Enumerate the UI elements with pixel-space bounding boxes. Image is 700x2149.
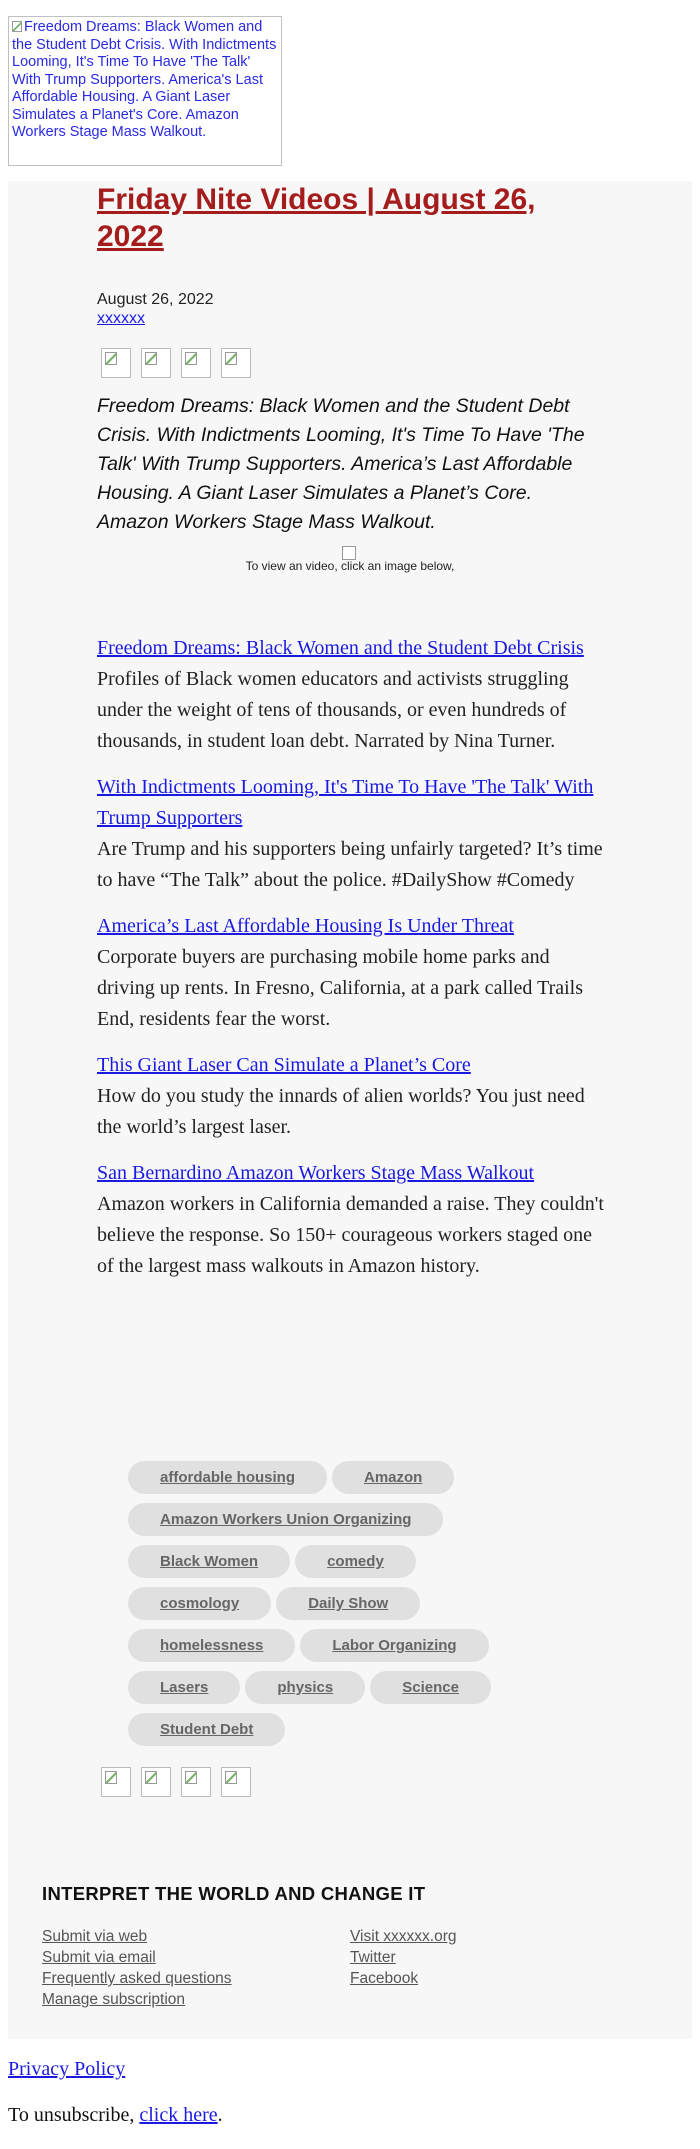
broken-image-icon (12, 21, 22, 32)
story-link[interactable]: America’s Last Affordable Housing Is Under Threat (97, 915, 514, 937)
story-link[interactable]: With Indictments Looming, It's Time To Have 'The Talk' With Trump Supporters (97, 776, 594, 829)
submit-via-email-link[interactable]: Submit via email (42, 1949, 156, 1966)
footer-heading: INTERPRET THE WORLD AND CHANGE IT (42, 1883, 426, 1904)
share-icons-bottom (101, 1767, 251, 1797)
share-icon-1[interactable] (101, 1767, 131, 1797)
share-icon-4[interactable] (221, 1767, 251, 1797)
submit-via-web-link[interactable]: Submit via web (42, 1928, 148, 1945)
unsubscribe-prefix: To unsubscribe, (8, 2104, 140, 2126)
story-description: Are Trump and his supporters being unfairly targeted? It’s time to have “The Talk” about the police. #DailyShow #Comedy (97, 838, 603, 891)
story-link[interactable]: This Giant Laser Can Simulate a Planet’s Core (97, 1054, 471, 1076)
hero-image-link[interactable] (8, 16, 282, 166)
unsubscribe-suffix: . (217, 2104, 223, 2126)
story-item (97, 772, 607, 896)
tag-comedy[interactable]: comedy (295, 1545, 416, 1578)
manage-subscription-link[interactable]: Manage subscription (42, 1991, 186, 2008)
video-image-icon (342, 546, 356, 560)
tag-amazon-workers-union-organizing[interactable]: Amazon Workers Union Organizing (128, 1503, 443, 1536)
share-icon-3[interactable] (181, 348, 211, 378)
share-icon-2[interactable] (141, 348, 171, 378)
faq-link[interactable]: Frequently asked questions (42, 1970, 232, 1987)
story-list (97, 633, 607, 1297)
visit-site-link[interactable]: Visit xxxxxx.org (350, 1928, 457, 1945)
story-description: Amazon workers in California demanded a raise. They couldn't believe the response. So 150+ courageous workers staged one of the largest mass walkouts in Amazon history. (97, 1193, 604, 1277)
story-item (97, 1158, 607, 1282)
footer-links-right (350, 1926, 457, 1989)
article-title[interactable]: Friday Nite Videos | August 26, 2022 (97, 183, 536, 253)
tag-row (128, 1461, 548, 1494)
tag-labor-organizing[interactable]: Labor Organizing (300, 1629, 488, 1662)
tag-lasers[interactable]: Lasers (128, 1671, 240, 1704)
twitter-link[interactable]: Twitter (350, 1949, 396, 1966)
story-item (97, 633, 607, 757)
tag-homelessness[interactable]: homelessness (128, 1629, 295, 1662)
story-link[interactable]: Freedom Dreams: Black Women and the Student Debt Crisis (97, 637, 584, 659)
author-link[interactable]: xxxxxx (97, 310, 145, 327)
video-note: To view an video, click an image below, (245, 559, 455, 573)
story-link[interactable]: San Bernardino Amazon Workers Stage Mass Walkout (97, 1162, 535, 1184)
story-description: How do you study the innards of alien worlds? You just need the world’s largest laser. (97, 1085, 585, 1138)
story-description: Corporate buyers are purchasing mobile home parks and driving up rents. In Fresno, California, at a park called Trails End, residents fear the worst. (97, 946, 584, 1030)
tag-physics[interactable]: physics (245, 1671, 365, 1704)
tag-row (128, 1587, 548, 1620)
story-description: Profiles of Black women educators and activists struggling under the weight of tens of thousands, or even hundreds of thousands, in student loan debt. Narrated by Nina Turner. (97, 668, 569, 752)
tag-row (128, 1545, 548, 1578)
tag-cosmology[interactable]: cosmology (128, 1587, 271, 1620)
tag-student-debt[interactable]: Student Debt (128, 1713, 285, 1746)
tag-row (128, 1503, 548, 1536)
facebook-link[interactable]: Facebook (350, 1970, 419, 1987)
privacy-policy-link[interactable]: Privacy Policy (8, 2058, 126, 2080)
tag-black-women[interactable]: Black Women (128, 1545, 290, 1578)
story-item (97, 1050, 607, 1143)
share-icons-top (101, 348, 251, 378)
unsubscribe-link[interactable]: click here (139, 2104, 218, 2126)
hero-alt-text: Freedom Dreams: Black Women and the Student Debt Crisis. With Indictments Looming, It's Time To Have 'The Talk' With Trump Supporters. America's Last Affordable Housing. A Giant Laser Simulates a Planet's Core. Amazon Workers Stage Mass Walkout. (12, 19, 277, 140)
tag-affordable-housing[interactable]: affordable housing (128, 1461, 327, 1494)
article-summary: Freedom Dreams: Black Women and the Student Debt Crisis. With Indictments Looming, It's Time To Have 'The Talk' With Trump Supporters. America’s Last Affordable Housing. A Giant Laser Simulates a Planet’s Core. Amazon Workers Stage Mass Walkout. (97, 395, 585, 533)
story-item (97, 911, 607, 1035)
tag-row (128, 1671, 548, 1704)
tag-row (128, 1713, 548, 1746)
tag-amazon[interactable]: Amazon (332, 1461, 454, 1494)
unsubscribe-line (8, 2104, 223, 2127)
footer-links-left (42, 1926, 232, 2010)
article-date: August 26, 2022 (97, 291, 214, 308)
tag-science[interactable]: Science (370, 1671, 491, 1704)
tag-row (128, 1629, 548, 1662)
tag-cloud (128, 1461, 548, 1755)
share-icon-1[interactable] (101, 348, 131, 378)
share-icon-2[interactable] (141, 1767, 171, 1797)
share-icon-4[interactable] (221, 348, 251, 378)
share-icon-3[interactable] (181, 1767, 211, 1797)
tag-daily-show[interactable]: Daily Show (276, 1587, 420, 1620)
newsletter-panel (8, 181, 692, 2039)
